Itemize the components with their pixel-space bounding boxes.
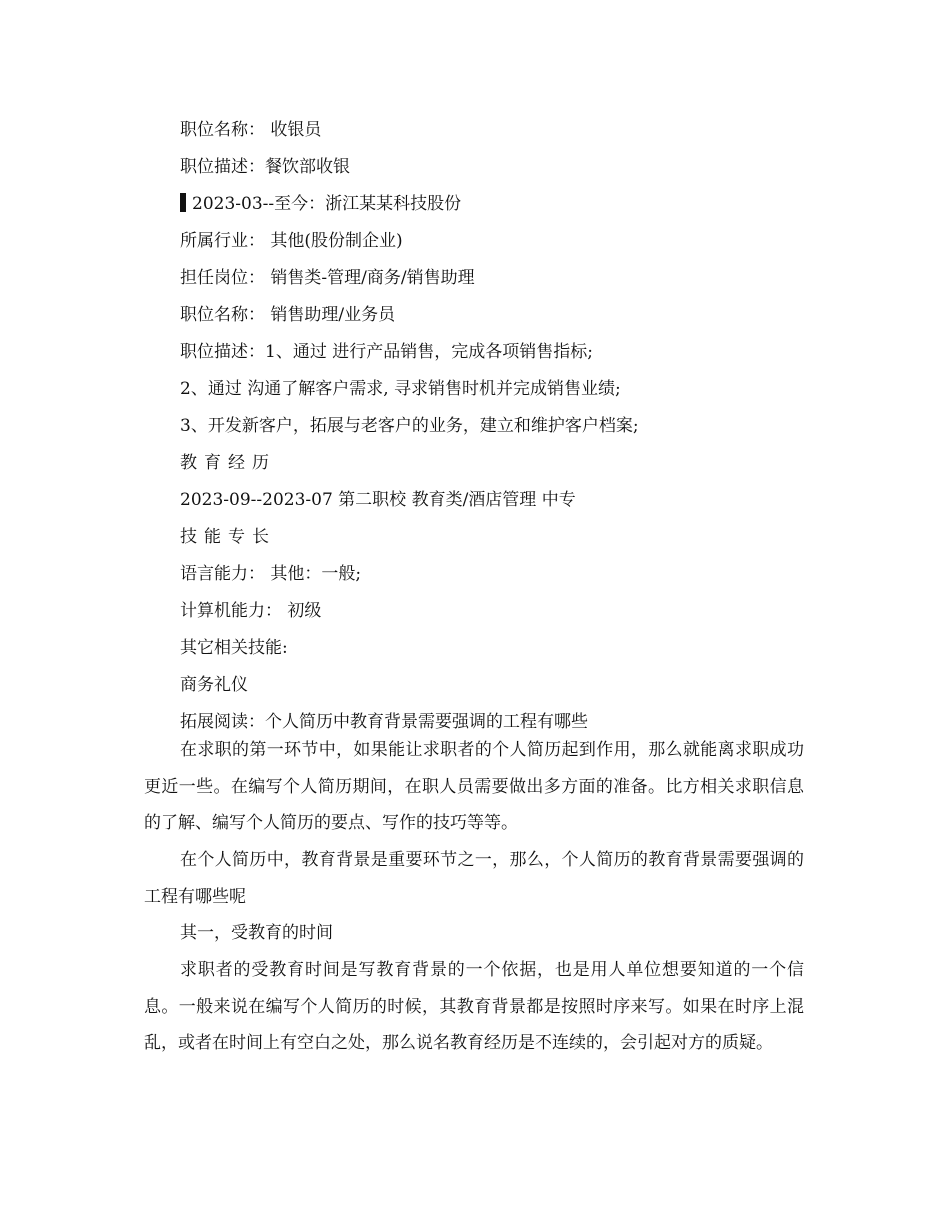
- job-title-1: 职位名称： 收银员: [180, 120, 322, 140]
- skills-heading: 技能专长: [180, 527, 276, 547]
- education-heading: 教育经历: [180, 453, 276, 473]
- extended-reading-title: 拓展阅读：个人简历中教育背景需要强调的工程有哪些: [180, 712, 588, 732]
- paragraph-4: 求职者的受教育时间是写教育背景的一个依据，也是用人单位想要知道的一个信息。一般来说在编写个人简历的时候，其教育背景都是按照时序来写。如果在时序上混乱，或者在时间上有空白之处，那么说名教育经历是不连续的，会引起对方的质疑。: [144, 960, 804, 1054]
- duty-3: 3、开发新客户，拓展与老客户的业务，建立和维护客户档案;: [180, 416, 639, 436]
- language-skill: 语言能力： 其他：一般;: [180, 564, 362, 584]
- duty-2: 2、通过 沟通了解客户需求, 寻求销售时机并完成销售业绩;: [180, 379, 621, 399]
- industry-2: 所属行业： 其他(股份制企业): [180, 231, 403, 251]
- section-marker-bar: [180, 193, 186, 212]
- job-description-1: 职位描述：餐饮部收银: [180, 157, 350, 177]
- job-description-2: 职位描述：1、通过 进行产品销售，完成各项销售指标;: [180, 342, 593, 362]
- paragraph-3: 其一，受教育的时间: [180, 923, 333, 943]
- job-title-2: 职位名称： 销售助理/业务员: [180, 305, 396, 325]
- position-2: 担任岗位： 销售类-管理/商务/销售助理: [180, 268, 475, 288]
- work-period-2-text: 2023-03--至今：浙江某某科技股份: [192, 194, 462, 214]
- work-period-2: [180, 193, 461, 215]
- paragraph-1: 在求职的第一环节中，如果能让求职者的个人简历起到作用，那么就能离求职成功更近一些。在编写个人简历期间，在职人员需要做出多方面的准备。比方相关求职信息的了解、编写个人简历的要点、写作的技巧等等。: [144, 740, 804, 834]
- computer-skill: 计算机能力： 初级: [180, 601, 322, 621]
- other-skills-label: 其它相关技能:: [180, 638, 288, 658]
- education-entry: 2023-09--2023-07 第二职校 教育类/酒店管理 中专: [180, 490, 576, 510]
- business-etiquette: 商务礼仪: [180, 675, 248, 695]
- paragraph-2: 在个人简历中，教育背景是重要环节之一，那么，个人简历的教育背景需要强调的工程有哪些呢: [144, 850, 804, 907]
